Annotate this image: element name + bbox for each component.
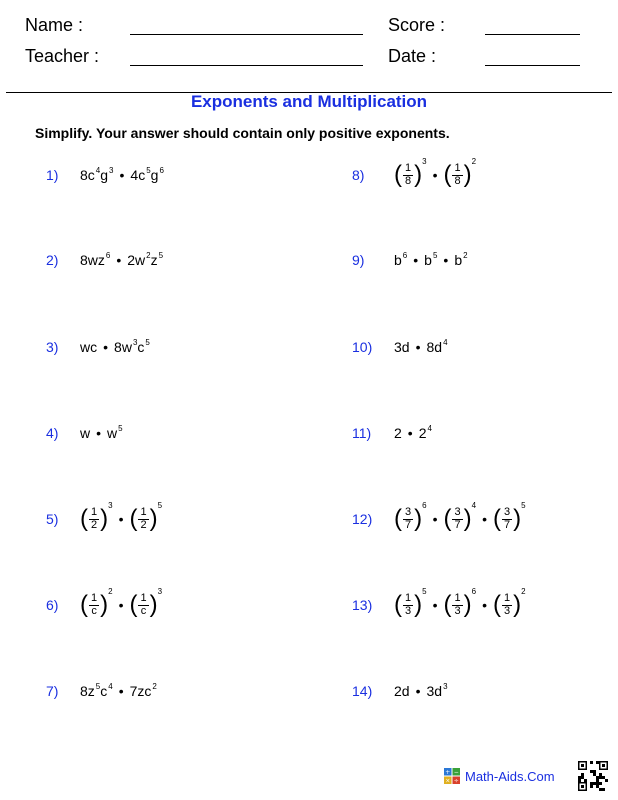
denominator: 8	[405, 174, 412, 187]
fraction-power	[443, 500, 477, 532]
denominator: 7	[405, 518, 412, 531]
monomial	[80, 167, 114, 183]
left-paren: (	[80, 591, 88, 618]
exponent: 5	[157, 500, 163, 510]
right-paren: )	[463, 505, 472, 532]
left-paren: (	[394, 505, 402, 532]
base: 8z	[80, 683, 95, 699]
denominator: 7	[503, 518, 511, 531]
numerator: 1	[454, 591, 461, 604]
problem-number: 2)	[46, 252, 59, 268]
base: g	[150, 167, 159, 183]
fraction-power	[394, 586, 427, 618]
denominator: 8	[454, 174, 461, 187]
monomial	[107, 425, 123, 441]
exponent: 3	[132, 338, 138, 347]
fraction	[452, 163, 462, 187]
date-label: Date :	[388, 46, 437, 66]
multiply-dot: •	[432, 597, 438, 613]
problem-expression	[80, 425, 123, 441]
fraction	[403, 593, 413, 617]
monomial	[394, 683, 410, 699]
problem-expression	[80, 683, 157, 699]
left-paren: (	[129, 591, 138, 618]
monomial	[426, 683, 447, 699]
qr-code-icon	[578, 761, 608, 791]
base: c	[137, 339, 145, 355]
fraction-power	[492, 500, 526, 532]
monomial	[114, 339, 150, 355]
problem-5	[46, 499, 162, 539]
problem-number: 11)	[352, 425, 372, 441]
base: w	[80, 425, 91, 441]
name-line[interactable]	[130, 34, 363, 35]
fraction	[502, 593, 512, 617]
numerator: 1	[405, 591, 412, 604]
base: 7zc	[129, 683, 152, 699]
multiply-dot: •	[118, 511, 124, 527]
left-paren: (	[492, 505, 501, 532]
monomial	[394, 339, 410, 355]
multiply-dot: •	[482, 597, 487, 613]
exponent: 3	[422, 156, 427, 166]
problem-number: 10)	[352, 339, 373, 355]
problem-expression	[394, 500, 526, 532]
exponent: 2	[471, 156, 477, 166]
base: g	[100, 167, 109, 183]
exponent: 5	[158, 251, 164, 260]
problem-10	[352, 327, 448, 367]
problem-number: 8)	[352, 167, 365, 183]
date-line[interactable]	[485, 65, 580, 66]
denominator: 3	[503, 604, 511, 617]
problem-number: 1)	[46, 167, 59, 183]
fraction-power	[443, 156, 477, 188]
denominator: c	[91, 604, 97, 617]
multiply-dot: •	[96, 425, 102, 441]
base: 2d	[394, 683, 410, 699]
base: wc	[80, 339, 98, 355]
numerator: 3	[503, 505, 511, 518]
multiply-dot: •	[413, 252, 419, 268]
multiply-dot: •	[482, 511, 487, 527]
problem-2	[46, 240, 163, 280]
exponent: 4	[95, 166, 101, 175]
monomial	[127, 252, 163, 268]
numerator: 1	[91, 505, 98, 518]
exponent: 6	[402, 251, 408, 260]
fraction	[452, 507, 462, 531]
multiply-dot: •	[415, 339, 421, 355]
base: 2	[418, 425, 427, 441]
base: w	[107, 425, 118, 441]
fraction	[138, 507, 148, 531]
problem-number: 4)	[46, 425, 59, 441]
problem-number: 12)	[352, 511, 373, 527]
right-paren: )	[463, 161, 472, 188]
fraction-power	[394, 500, 427, 532]
fraction	[452, 593, 462, 617]
exponent: 2	[152, 682, 157, 691]
base: b	[394, 252, 402, 268]
problem-number: 3)	[46, 339, 59, 355]
problem-13	[352, 585, 526, 625]
exponent: 3	[109, 166, 114, 175]
multiply-dot: •	[118, 683, 124, 699]
svg-text:×: ×	[445, 777, 451, 784]
base: 8wz	[80, 252, 105, 268]
right-paren: )	[100, 505, 109, 532]
right-paren: )	[513, 505, 522, 532]
left-paren: (	[443, 591, 452, 618]
problem-number: 9)	[352, 252, 365, 268]
base: b	[424, 252, 432, 268]
base: 3d	[426, 683, 443, 699]
exponent: 3	[157, 586, 163, 596]
problem-expression	[394, 425, 432, 441]
base: 8w	[114, 339, 132, 355]
right-paren: )	[414, 161, 423, 188]
denominator: c	[140, 604, 147, 617]
exponent: 6	[159, 166, 164, 175]
problem-4	[46, 413, 123, 453]
monomial	[394, 252, 407, 268]
exponent: 4	[427, 424, 432, 433]
multiply-dot: •	[407, 425, 413, 441]
exponent: 6	[105, 251, 111, 260]
monomial	[394, 425, 402, 441]
problem-expression	[80, 500, 163, 532]
exponent: 2	[146, 251, 151, 260]
exponent: 2	[521, 586, 526, 596]
name-label: Name :	[25, 15, 84, 35]
exponent: 5	[422, 586, 427, 596]
right-paren: )	[463, 591, 472, 618]
multiply-dot: •	[116, 252, 122, 268]
teacher-label: Teacher :	[25, 46, 100, 66]
svg-text:−: −	[453, 769, 459, 776]
problem-8	[352, 155, 476, 195]
left-paren: (	[443, 505, 452, 532]
denominator: 3	[405, 604, 412, 617]
problem-expression	[394, 683, 448, 699]
svg-text:+: +	[445, 769, 451, 776]
problem-number: 13)	[352, 597, 373, 613]
denominator: 2	[91, 518, 98, 531]
score-label: Score :	[388, 15, 446, 35]
instructions: Simplify. Your answer should contain only positive exponents.	[35, 125, 450, 141]
teacher-line[interactable]	[130, 65, 363, 66]
numerator: 3	[405, 505, 412, 518]
exponent: 4	[471, 500, 477, 510]
exponent: 5	[432, 251, 438, 260]
problem-12	[352, 499, 526, 539]
problem-expression	[80, 167, 164, 183]
fraction-power	[129, 500, 163, 532]
math-aids-logo-icon	[444, 768, 460, 784]
monomial	[80, 425, 90, 441]
fraction-power	[492, 586, 526, 618]
exponent: 6	[471, 586, 477, 596]
exponent: 2	[108, 586, 113, 596]
fraction	[89, 593, 99, 617]
left-paren: (	[394, 591, 402, 618]
multiply-dot: •	[415, 683, 421, 699]
problem-number: 7)	[46, 683, 59, 699]
right-paren: )	[513, 591, 522, 618]
denominator: 3	[454, 604, 461, 617]
multiply-dot: •	[432, 167, 438, 183]
multiply-dot: •	[119, 167, 125, 183]
problem-1	[46, 155, 164, 195]
worksheet-title: Exponents and Multiplication	[190, 92, 428, 111]
fraction-power	[80, 586, 113, 618]
monomial	[80, 683, 113, 699]
multiply-dot: •	[118, 597, 124, 613]
right-paren: )	[414, 591, 423, 618]
problem-14	[352, 671, 448, 711]
left-paren: (	[80, 505, 88, 532]
fraction	[403, 163, 413, 187]
monomial	[424, 252, 437, 268]
multiply-dot: •	[103, 339, 109, 355]
monomial	[130, 167, 164, 183]
base: 3d	[394, 339, 410, 355]
exponent: 5	[118, 424, 123, 433]
fraction-power	[80, 500, 113, 532]
problem-expression	[394, 339, 448, 355]
monomial	[80, 252, 110, 268]
problem-expression	[394, 586, 526, 618]
numerator: 1	[140, 505, 147, 518]
fraction	[89, 507, 99, 531]
fraction-power	[129, 586, 163, 618]
base: 8d	[426, 339, 443, 355]
problem-6	[46, 585, 162, 625]
numerator: 1	[91, 591, 98, 604]
monomial	[454, 252, 467, 268]
problem-7	[46, 671, 157, 711]
score-line[interactable]	[485, 34, 580, 35]
problem-expression	[394, 252, 468, 268]
base: 4c	[130, 167, 146, 183]
base: 2w	[127, 252, 146, 268]
right-paren: )	[100, 591, 109, 618]
base: 8c	[80, 167, 95, 183]
numerator: 3	[454, 505, 461, 518]
fraction	[502, 507, 512, 531]
fraction-power	[443, 586, 477, 618]
right-paren: )	[149, 505, 158, 532]
base: z	[150, 252, 158, 268]
problem-number: 5)	[46, 511, 59, 527]
problem-3	[46, 327, 150, 367]
exponent: 5	[145, 338, 150, 347]
numerator: 1	[140, 591, 147, 604]
fraction	[403, 507, 413, 531]
exponent: 4	[443, 338, 448, 347]
exponent: 3	[443, 682, 448, 691]
problem-number: 14)	[352, 683, 373, 699]
problem-11	[352, 413, 432, 453]
fraction-power	[394, 156, 427, 188]
monomial	[80, 339, 97, 355]
problem-9	[352, 240, 468, 280]
svg-text:÷: ÷	[453, 777, 459, 784]
problem-expression	[394, 156, 477, 188]
problem-expression	[80, 586, 163, 618]
left-paren: (	[443, 161, 452, 188]
left-paren: (	[394, 161, 402, 188]
denominator: 7	[454, 518, 461, 531]
right-paren: )	[414, 505, 423, 532]
exponent: 4	[108, 682, 113, 691]
left-paren: (	[492, 591, 501, 618]
numerator: 1	[503, 591, 511, 604]
left-paren: (	[129, 505, 138, 532]
numerator: 1	[454, 161, 461, 174]
problem-number: 6)	[46, 597, 59, 613]
monomial	[426, 339, 447, 355]
multiply-dot: •	[432, 511, 438, 527]
fraction	[138, 593, 148, 617]
exponent: 5	[521, 500, 526, 510]
exponent: 5	[95, 682, 101, 691]
numerator: 1	[405, 161, 412, 174]
monomial	[419, 425, 432, 441]
problem-expression	[80, 252, 163, 268]
base: b	[454, 252, 463, 268]
multiply-dot: •	[443, 252, 449, 268]
exponent: 6	[422, 500, 427, 510]
site-link[interactable]: Math-Aids.Com	[465, 769, 555, 784]
denominator: 2	[140, 518, 147, 531]
base: c	[100, 683, 108, 699]
base: 2	[394, 425, 402, 441]
problem-expression	[80, 339, 150, 355]
exponent: 2	[463, 251, 468, 260]
monomial	[130, 683, 157, 699]
right-paren: )	[149, 591, 158, 618]
exponent: 5	[146, 166, 151, 175]
exponent: 3	[108, 500, 113, 510]
